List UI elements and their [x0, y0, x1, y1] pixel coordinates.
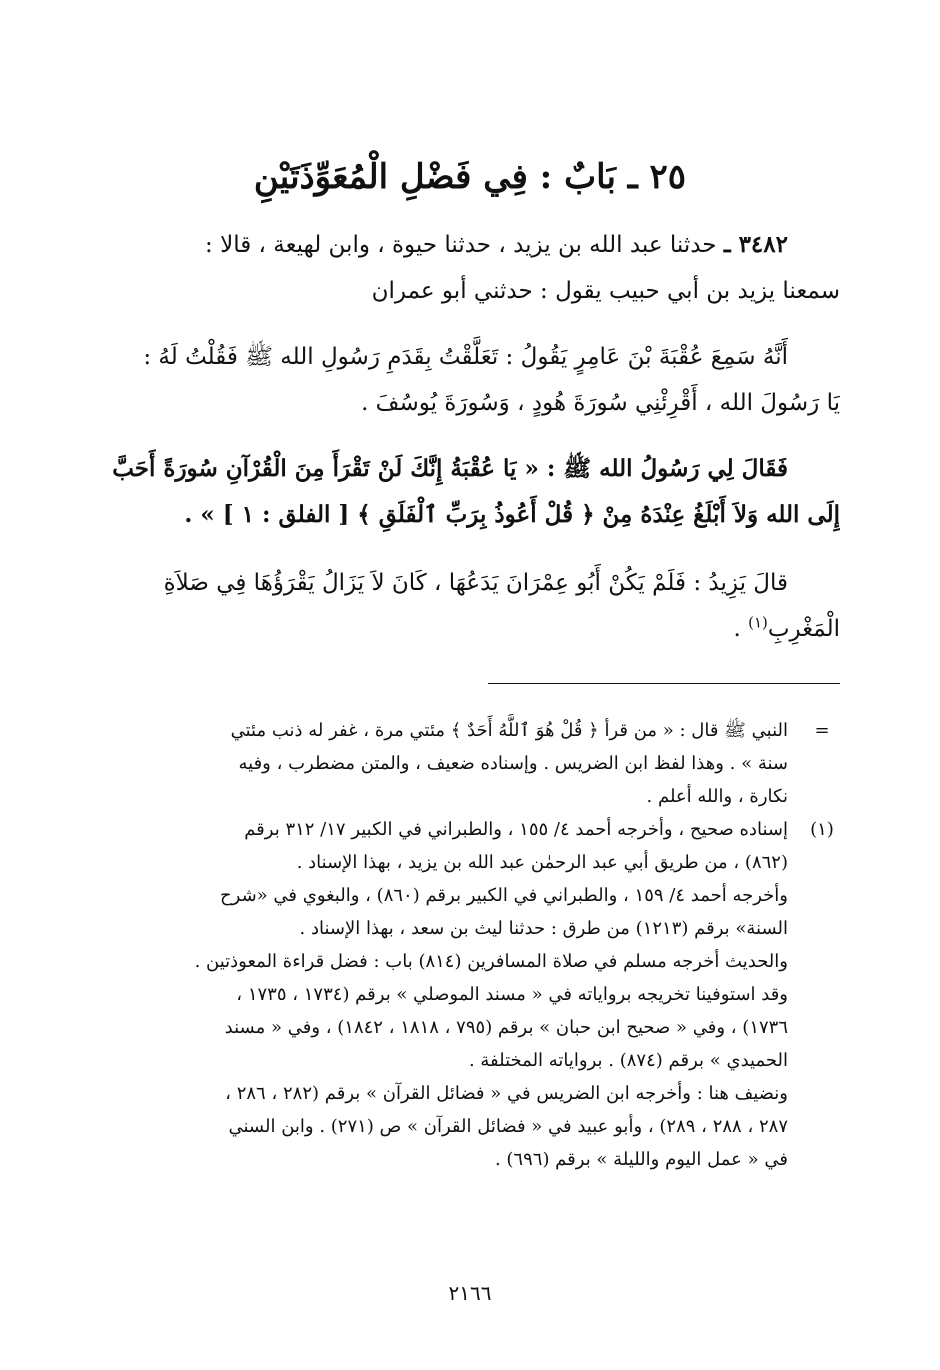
footnote-continuation — [66, 714, 842, 813]
footnote-line: (٨٦٢) ، من طريق أبي عبد الرحمٰن عبد الله بن يزيد ، بهذا الإسناد . — [296, 852, 788, 873]
hadith-matn-paragraph-2 — [66, 446, 840, 538]
footnote-line: ١٧٣٦) ، وفي « صحيح ابن حبان » برقم (٧٩٥ ، ١٨١٨ ، ١٨٤٢) ، وفي « مسند — [224, 1017, 788, 1038]
footnotes — [66, 714, 842, 1176]
matn-line: يَا رَسُولَ الله ، أَقْرِئْنِي سُورَةَ هُودٍ ، وَسُورَةَ يُوسُفَ . — [361, 390, 840, 416]
hadith-isnad — [66, 222, 840, 314]
footnote-line: في « عمل اليوم والليلة » برقم (٦٩٦) . — [494, 1149, 788, 1170]
hadith-matn-paragraph-3 — [66, 560, 840, 652]
isnad-line: سمعنا يزيد بن أبي حبيب يقول : حدثني أبو عمران — [371, 278, 840, 304]
footnote-line: إسناده صحيح ، وأخرجه أحمد ٤/ ١٥٥ ، والطبراني في الكبير ١٧/ ٣١٢ برقم — [244, 819, 788, 840]
chapter-title: ٢٥ ـ بَابٌ : فِي فَضْلِ الْمُعَوِّذَتَيْنِ — [253, 157, 687, 197]
footnote-marker: (١) — [810, 819, 834, 840]
footnote-line: ونضيف هنا : وأخرجه ابن الضريس في « فضائل القرآن » برقم (٢٨٢ ، ٢٨٦ ، — [225, 1083, 788, 1104]
footnote-1 — [66, 813, 842, 1176]
footnote-line: ٢٨٧ ، ٢٨٨ ، ٢٨٩) ، وأبو عبيد في « فضائل القرآن » ص (٢٧١) . وابن السني — [228, 1116, 788, 1137]
isnad-line: ٣٤٨٢ ـ حدثنا عبد الله بن يزيد ، حدثنا حيوة ، وابن لهيعة ، قالا : — [205, 231, 788, 258]
footnote-divider — [488, 683, 840, 684]
hadith-matn-paragraph-1 — [66, 334, 840, 426]
footnote-line: والحديث أخرجه مسلم في صلاة المسافرين (٨١٤) باب : فضل قراءة المعوذتين . — [194, 951, 788, 972]
matn-line: إِلَى الله وَلاَ أَبْلَغُ عِنْدَهُ مِنْ ﴿ قُلْ أَعُوذُ بِرَبِّ ٱلْفَلَقِ ﴾ [ الفلق : ١ ] » . — [184, 501, 840, 528]
footnote-line: السنة» برقم (١٢١٣) من طرق : حدثنا ليث بن سعد ، بهذا الإسناد . — [299, 918, 788, 939]
footnote-line: وأخرجه أحمد ٤/ ١٥٩ ، والطبراني في الكبير برقم (٨٦٠) ، والبغوي في «شرح — [220, 885, 788, 906]
footnote-line: وقد استوفينا تخريجه برواياته في « مسند الموصلي » برقم (١٧٣٤ ، ١٧٣٥ ، — [236, 984, 788, 1005]
footnote-line: النبي ﷺ قال : « من قرأ ﴿ قُلْ هُوَ ٱللَّهُ أَحَدٌ ﴾ مئتي مرة ، غفر له ذنب مئتي — [230, 720, 788, 741]
matn-line: الْمَغْرِبِ$^{(١)}$ . — [733, 613, 840, 642]
footnote-line: الحميدي » برقم (٨٧٤) . برواياته المختلفة . — [468, 1050, 788, 1071]
matn-line: قالَ يَزِيدُ : فَلَمْ يَكُنْ أَبُو عِمْرَانَ يَدَعُهَا ، كَانَ لاَ يَزَالُ يَقْرَؤُهَا فِي صَلاَةِ — [163, 570, 788, 596]
footnote-line: نكارة ، والله أعلم . — [646, 786, 788, 807]
footnote-reference[interactable]: (١) — [748, 613, 768, 632]
hadith-number: ٣٤٨٢ ـ — [723, 231, 788, 258]
footnote-line: سنة » . وهذا لفظ ابن الضريس . وإسناده ضعيف ، والمتن مضطرب ، وفيه — [238, 753, 788, 774]
page-number: ٢١٦٦ — [448, 1281, 492, 1305]
continuation-marker: = — [814, 720, 830, 741]
matn-line: فَقَالَ لِي رَسُولُ الله ﷺ : « يَا عُقْبَةُ إِنَّكَ لَنْ تَقْرَأَ مِنَ الْقُرْآنِ سُورَةً أَحَبَّ — [112, 455, 788, 482]
matn-line: أَنَّهُ سَمِعَ عُقْبَةَ بْنَ عَامِرٍ يَقُولُ : تَعَلَّقْتُ بِقَدَمِ رَسُولِ الله ﷺ فَقُلْتُ لَهُ : — [143, 344, 788, 370]
